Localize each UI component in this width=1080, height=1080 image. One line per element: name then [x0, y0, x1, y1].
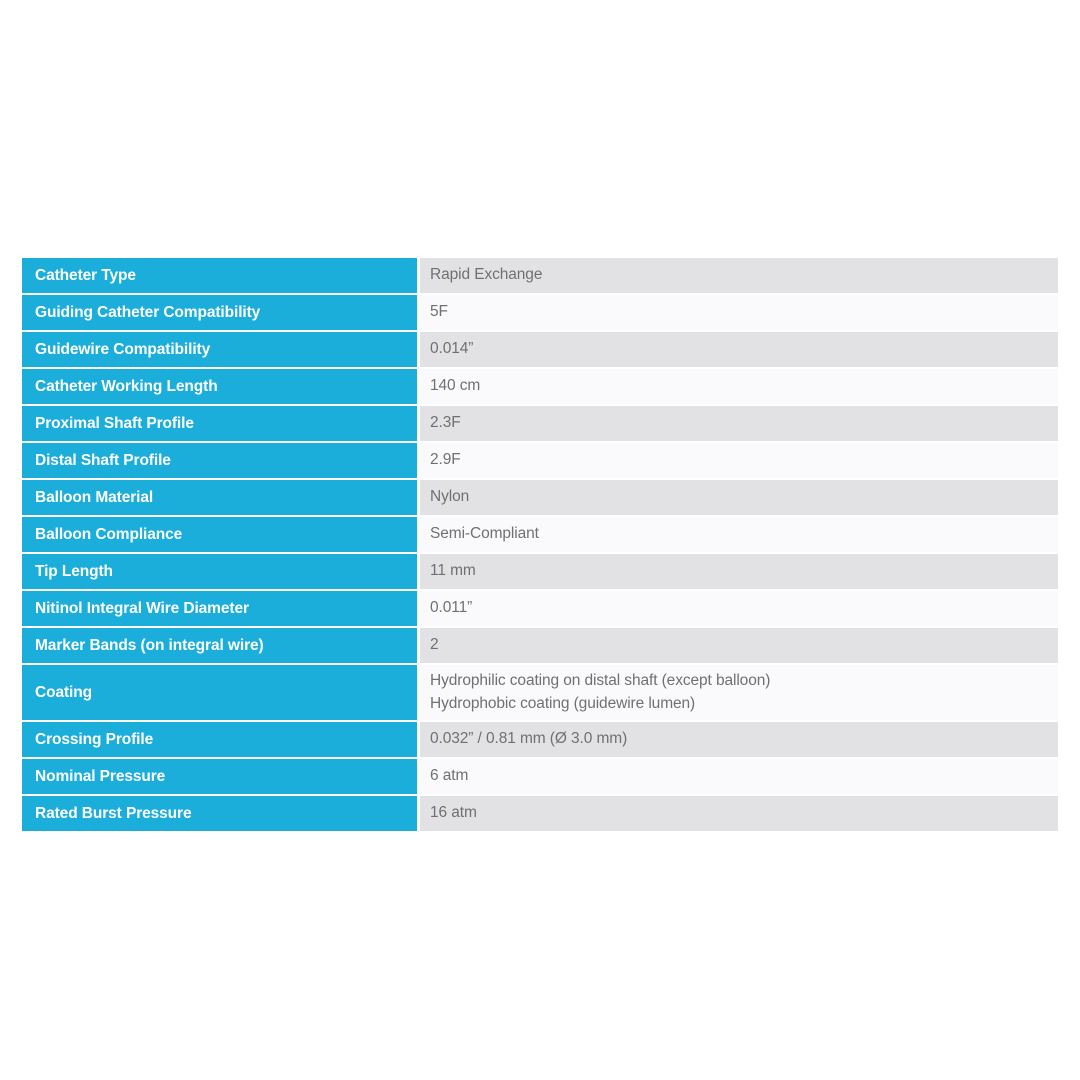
table-row — [22, 628, 1058, 663]
row-value-line: 2 — [430, 636, 439, 654]
row-value-line: 0.011” — [430, 599, 473, 617]
row-value-line: 2.3F — [430, 414, 461, 432]
row-label: Proximal Shaft Profile — [22, 406, 417, 441]
row-label: Marker Bands (on integral wire) — [22, 628, 417, 663]
table-row — [22, 406, 1058, 441]
row-value-line: 2.9F — [430, 451, 461, 469]
row-value — [420, 628, 1058, 663]
table-row — [22, 796, 1058, 831]
row-value-line: 0.014” — [430, 340, 474, 358]
row-value-line: 140 cm — [430, 377, 481, 395]
row-value — [420, 591, 1058, 626]
row-value — [420, 796, 1058, 831]
row-label: Rated Burst Pressure — [22, 796, 417, 831]
row-value-line: 11 mm — [430, 562, 476, 580]
row-label: Balloon Compliance — [22, 517, 417, 552]
row-value — [420, 759, 1058, 794]
table-row — [22, 480, 1058, 515]
table-row — [22, 443, 1058, 478]
row-label: Guidewire Compatibility — [22, 332, 417, 367]
row-label: Nominal Pressure — [22, 759, 417, 794]
row-value-line: 0.032” / 0.81 mm (Ø 3.0 mm) — [430, 730, 628, 748]
table-row — [22, 369, 1058, 404]
row-value — [420, 332, 1058, 367]
row-value — [420, 443, 1058, 478]
row-label: Tip Length — [22, 554, 417, 589]
table-row — [22, 295, 1058, 330]
row-label: Coating — [22, 665, 417, 720]
table-row — [22, 517, 1058, 552]
row-value — [420, 665, 1058, 720]
row-value-line: Hydrophilic coating on distal shaft (except balloon) — [430, 672, 771, 690]
row-value — [420, 406, 1058, 441]
row-value-line: Rapid Exchange — [430, 266, 543, 284]
row-value-line: 16 atm — [430, 804, 477, 822]
row-value-line: Hydrophobic coating (guidewire lumen) — [430, 694, 696, 712]
row-label: Catheter Type — [22, 258, 417, 293]
row-value — [420, 722, 1058, 757]
specifications-table — [22, 258, 1058, 833]
row-label: Distal Shaft Profile — [22, 443, 417, 478]
table-row — [22, 665, 1058, 720]
table-row — [22, 722, 1058, 757]
row-value-line: 5F — [430, 303, 448, 321]
row-value — [420, 517, 1058, 552]
table-row — [22, 591, 1058, 626]
row-value-line: 6 atm — [430, 767, 469, 785]
row-value — [420, 554, 1058, 589]
row-value — [420, 258, 1058, 293]
row-value-line: Semi-Compliant — [430, 525, 539, 543]
row-value — [420, 480, 1058, 515]
row-value — [420, 295, 1058, 330]
row-label: Catheter Working Length — [22, 369, 417, 404]
table-row — [22, 554, 1058, 589]
row-label: Nitinol Integral Wire Diameter — [22, 591, 417, 626]
row-label: Guiding Catheter Compatibility — [22, 295, 417, 330]
row-label: Balloon Material — [22, 480, 417, 515]
row-value-line: Nylon — [430, 488, 470, 506]
table-row — [22, 759, 1058, 794]
table-row — [22, 332, 1058, 367]
row-label: Crossing Profile — [22, 722, 417, 757]
table-row — [22, 258, 1058, 293]
row-value — [420, 369, 1058, 404]
